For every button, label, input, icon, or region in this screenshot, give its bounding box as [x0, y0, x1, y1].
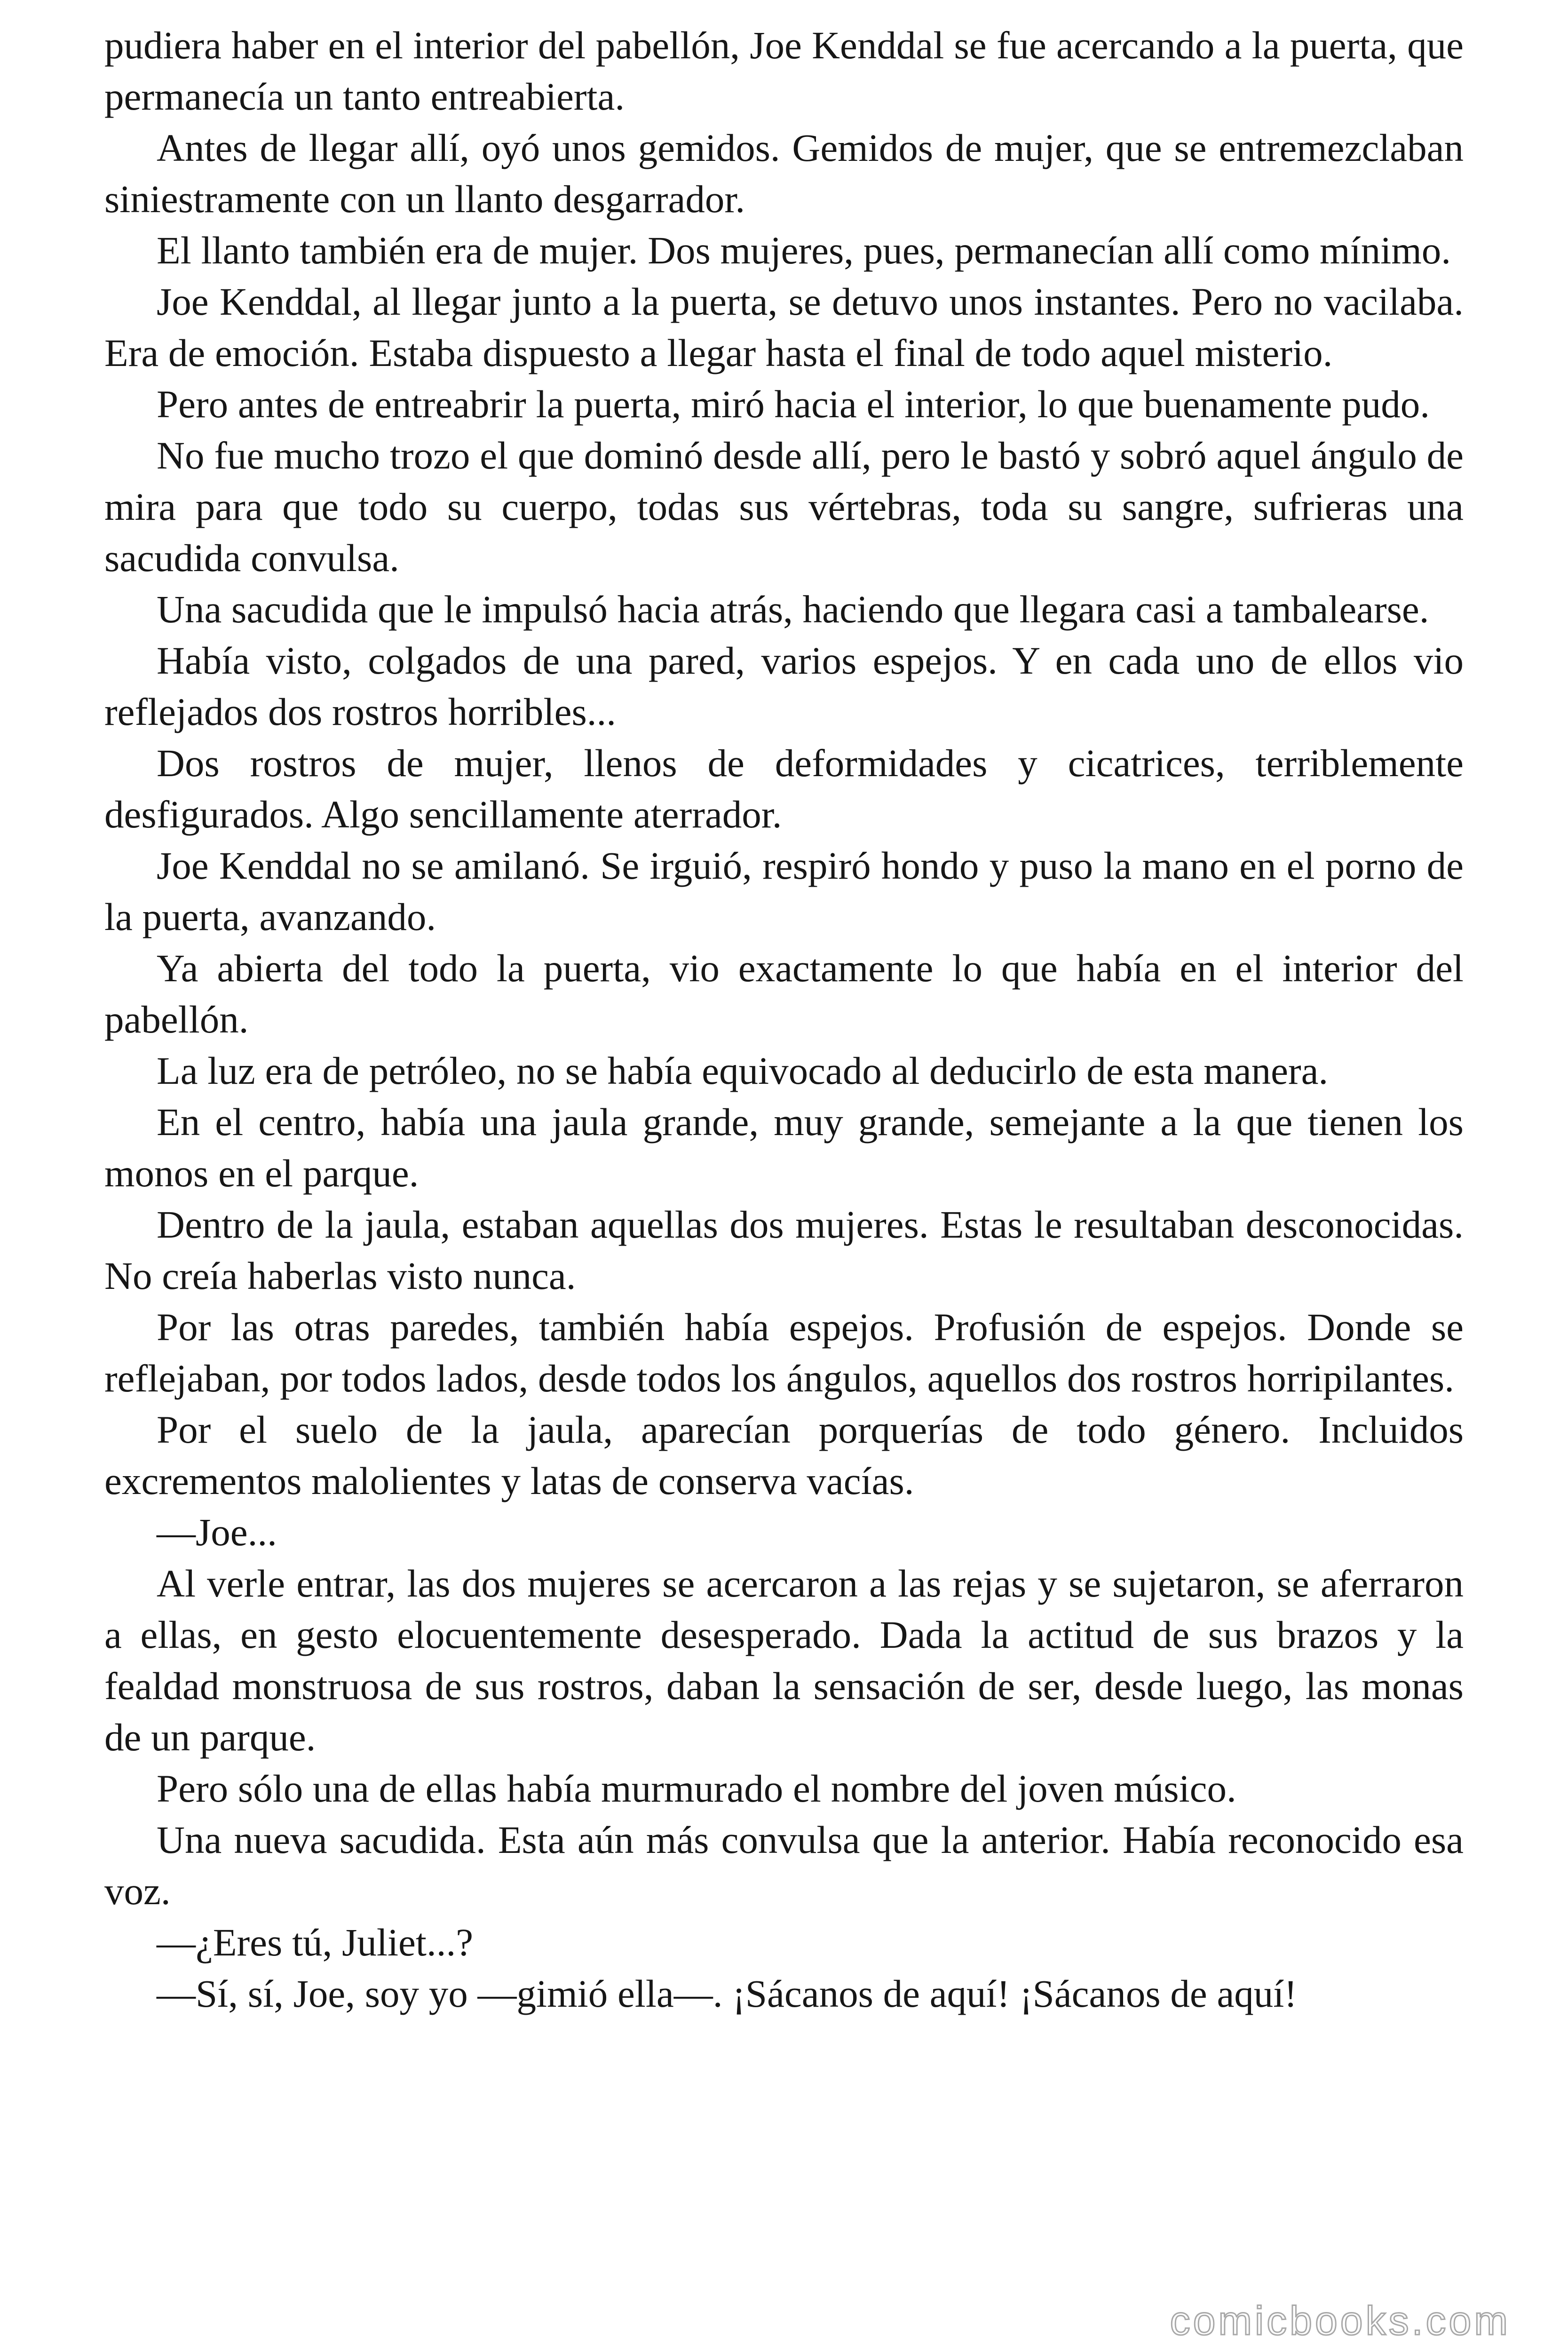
paragraph: pudiera haber en el interior del pabellón, Joe Kenddal se fue acercando a la puerta, que permanecía un tanto entreabierta. — [104, 24, 1464, 118]
paragraph: Pero antes de entreabrir la puerta, miró hacia el interior, lo que buenamente pudo. — [157, 382, 1430, 426]
dialogue-line: —¿Eres tú, Juliet...? — [157, 1921, 474, 1964]
watermark: comicbooks.com — [1170, 2298, 1511, 2344]
paragraph: Al verle entrar, las dos mujeres se acercaron a las rejas y se sujetaron, se aferraron a ellas, en gesto elocuentemente desesperado. Dada la actitud de sus brazos y la fealdad monstruosa de sus rostros, daban la sensación de ser, desde luego, las monas de un parque. — [104, 1562, 1464, 1759]
paragraph: Pero sólo una de ellas había murmurado el nombre del joven músico. — [157, 1767, 1236, 1810]
paragraph: Había visto, colgados de una pared, varios espejos. Y en cada uno de ellos vio reflejados dos rostros horribles... — [104, 639, 1464, 733]
paragraph: Dentro de la jaula, estaban aquellas dos mujeres. Estas le resultaban desconocidas. No creía haberlas visto nunca. — [104, 1203, 1464, 1297]
paragraph: Dos rostros de mujer, llenos de deformidades y cicatrices, terriblemente desfigurados. Algo sencillamente aterrador. — [104, 741, 1464, 836]
paragraph: El llanto también era de mujer. Dos mujeres, pues, permanecían allí como mínimo. — [157, 229, 1451, 272]
paragraph: Joe Kenddal no se amilanó. Se irguió, respiró hondo y puso la mano en el porno de la puerta, avanzando. — [104, 844, 1464, 938]
paragraph: Por las otras paredes, también había espejos. Profusión de espejos. Donde se reflejaban, por todos lados, desde todos los ángulos, aquellos dos rostros horripilantes. — [104, 1305, 1464, 1400]
paragraph: Por el suelo de la jaula, aparecían porquerías de todo género. Incluidos excrementos malolientes y latas de conserva vacías. — [104, 1408, 1464, 1502]
paragraph: Una sacudida que le impulsó hacia atrás, haciendo que llegara casi a tambalearse. — [157, 588, 1429, 631]
document-page — [104, 20, 1464, 2019]
paragraph: Joe Kenddal, al llegar junto a la puerta, se detuvo unos instantes. Pero no vacilaba. Era de emoción. Estaba dispuesto a llegar hasta el final de todo aquel misterio. — [104, 280, 1464, 374]
paragraph: No fue mucho trozo el que dominó desde allí, pero le bastó y sobró aquel ángulo de mira para que todo su cuerpo, todas sus vértebras, toda su sangre, sufrieras una sacudida convulsa. — [104, 434, 1464, 580]
dialogue-line: —Sí, sí, Joe, soy yo —gimió ella—. ¡Sácanos de aquí! ¡Sácanos de aquí! — [157, 1972, 1297, 2015]
dialogue-line: —Joe... — [157, 1510, 277, 1554]
paragraph: En el centro, había una jaula grande, muy grande, semejante a la que tienen los monos en el parque. — [104, 1100, 1464, 1195]
paragraph: Ya abierta del todo la puerta, vio exactamente lo que había en el interior del pabellón. — [104, 946, 1464, 1041]
paragraph: La luz era de petróleo, no se había equivocado al deducirlo de esta manera. — [157, 1049, 1329, 1092]
paragraph: Una nueva sacudida. Esta aún más convulsa que la anterior. Había reconocido esa voz. — [104, 1818, 1464, 1913]
paragraph: Antes de llegar allí, oyó unos gemidos. Gemidos de mujer, que se entremezclaban siniestramente con un llanto desgarrador. — [104, 126, 1464, 221]
